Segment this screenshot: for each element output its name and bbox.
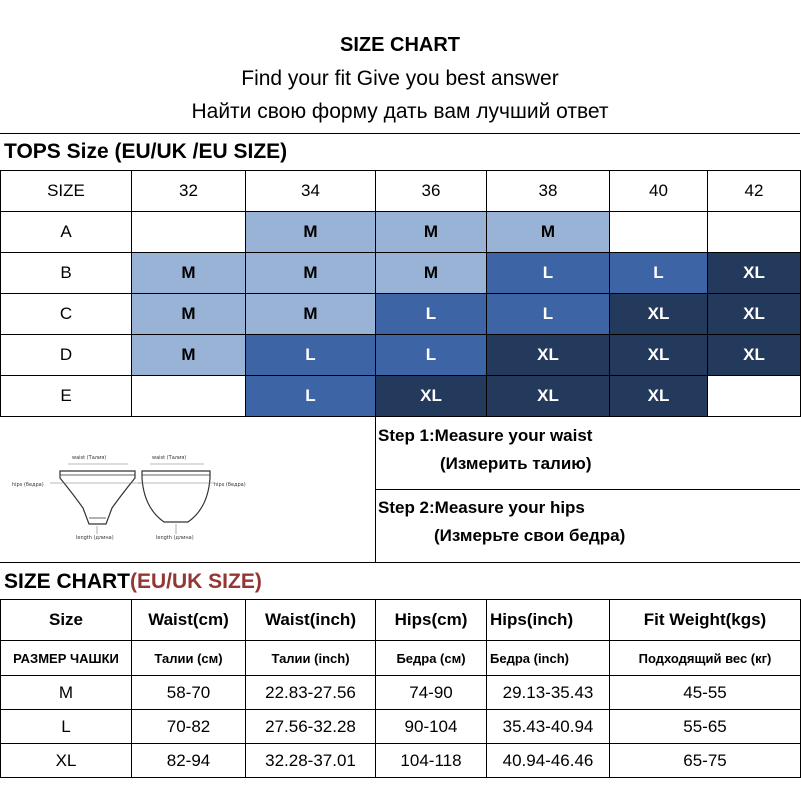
- tops-size-cell: M: [246, 212, 376, 253]
- tops-size-cell: XL: [708, 294, 801, 335]
- tops-size-cell: XL: [708, 335, 801, 376]
- table-cell: M: [1, 676, 132, 710]
- table-cell: 74-90: [376, 676, 487, 710]
- table-cell: XL: [1, 744, 132, 778]
- tops-row-a: [1, 212, 801, 253]
- tops-row-b: [1, 253, 801, 294]
- table-cell: 32.28-37.01: [246, 744, 376, 778]
- size-chart-subheader-row: [1, 641, 801, 676]
- tops-size-cell: L: [376, 335, 487, 376]
- table-row: [1, 676, 801, 710]
- tops-title: TOPS Size (EU/UK /EU SIZE): [4, 140, 288, 163]
- tops-corner-cell: SIZE: [1, 171, 132, 212]
- tops-size-cell: [708, 376, 801, 417]
- step1-title: Step 1:Measure your waist: [378, 426, 593, 445]
- tops-size-cell: M: [132, 294, 246, 335]
- column-subheader: Бедра (см): [376, 641, 487, 676]
- tops-header-row: [1, 171, 801, 212]
- length-label-front: length (длина): [76, 535, 114, 541]
- step-divider: [376, 489, 800, 490]
- subtitle-ru: Найти свою форму дать вам лучший ответ: [191, 100, 609, 123]
- tops-size-cell: XL: [610, 335, 708, 376]
- column-header: Waist(inch): [246, 600, 376, 641]
- column-header: Hips(cm): [376, 600, 487, 641]
- column-subheader: Талии (см): [132, 641, 246, 676]
- table-cell: 58-70: [132, 676, 246, 710]
- tops-size-cell: M: [246, 253, 376, 294]
- tops-size-cell: XL: [708, 253, 801, 294]
- tops-size-cell: XL: [610, 376, 708, 417]
- tops-size-cell: L: [487, 253, 610, 294]
- column-header: Size: [1, 600, 132, 641]
- tops-size-cell: M: [132, 253, 246, 294]
- tops-row-c: [1, 294, 801, 335]
- tops-size-cell: L: [246, 376, 376, 417]
- tops-col-header: 40: [610, 171, 708, 212]
- hips-label-front: hips (бедра): [12, 482, 44, 488]
- front-brief-icon: [50, 464, 145, 534]
- table-cell: 104-118: [376, 744, 487, 778]
- table-cell: 22.83-27.56: [246, 676, 376, 710]
- table-cell: 70-82: [132, 710, 246, 744]
- tops-row-label: A: [1, 212, 132, 253]
- tops-size-cell: [708, 212, 801, 253]
- size-chart-table: [0, 599, 801, 778]
- table-row: [1, 744, 801, 778]
- table-row: [1, 710, 801, 744]
- column-header: Waist(cm): [132, 600, 246, 641]
- tops-size-cell: L: [246, 335, 376, 376]
- measurement-section: [0, 416, 800, 563]
- size-chart-title-eu: (EU/UK SIZE): [130, 570, 262, 593]
- panty-diagram: [10, 446, 246, 541]
- table-cell: 82-94: [132, 744, 246, 778]
- tops-col-header: 32: [132, 171, 246, 212]
- tops-row-label: B: [1, 253, 132, 294]
- tops-row-label: E: [1, 376, 132, 417]
- column-header: Hips(inch): [487, 600, 610, 641]
- tops-col-header: 36: [376, 171, 487, 212]
- tops-row-d: [1, 335, 801, 376]
- step2-ru: (Измерьте свои бедра): [434, 526, 626, 545]
- column-subheader: Подходящий вес (кг): [610, 641, 801, 676]
- tops-size-cell: XL: [487, 376, 610, 417]
- tops-col-header: 42: [708, 171, 801, 212]
- table-cell: 45-55: [610, 676, 801, 710]
- column-subheader: РАЗМЕР ЧАШКИ: [1, 641, 132, 676]
- size-chart-title: [0, 570, 800, 594]
- tops-size-cell: [132, 376, 246, 417]
- back-brief-icon: [138, 464, 214, 534]
- tops-size-cell: M: [487, 212, 610, 253]
- subtitle-en: Find your fit Give you best answer: [241, 67, 559, 90]
- table-cell: 27.56-32.28: [246, 710, 376, 744]
- table-cell: 40.94-46.46: [487, 744, 610, 778]
- tops-size-cell: M: [246, 294, 376, 335]
- tops-size-cell: XL: [376, 376, 487, 417]
- tops-col-header: 34: [246, 171, 376, 212]
- tops-size-cell: M: [132, 335, 246, 376]
- table-cell: 90-104: [376, 710, 487, 744]
- tops-size-cell: L: [610, 253, 708, 294]
- size-chart-header-row: [1, 600, 801, 641]
- tops-size-cell: [132, 212, 246, 253]
- table-cell: L: [1, 710, 132, 744]
- page-title: SIZE CHART: [340, 34, 460, 56]
- column-subheader: Бедра (inch): [487, 641, 610, 676]
- header-section: [0, 0, 800, 134]
- column-header: Fit Weight(kgs): [610, 600, 801, 641]
- table-cell: 29.13-35.43: [487, 676, 610, 710]
- tops-size-cell: M: [376, 253, 487, 294]
- tops-row-label: D: [1, 335, 132, 376]
- tops-row-label: C: [1, 294, 132, 335]
- step1-ru: (Измерить талию): [440, 454, 592, 473]
- tops-size-cell: L: [487, 294, 610, 335]
- tops-col-header: 38: [487, 171, 610, 212]
- hips-label-back: hips (бедра): [214, 482, 246, 488]
- step2-title: Step 2:Measure your hips: [378, 498, 585, 517]
- length-label-back: length (длина): [156, 535, 194, 541]
- table-cell: 65-75: [610, 744, 801, 778]
- tops-size-cell: [610, 212, 708, 253]
- tops-size-cell: XL: [487, 335, 610, 376]
- tops-size-cell: M: [376, 212, 487, 253]
- tops-size-cell: XL: [610, 294, 708, 335]
- table-cell: 35.43-40.94: [487, 710, 610, 744]
- tops-size-table: [0, 170, 801, 417]
- waist-label-front: waist (Талия): [72, 455, 107, 461]
- tops-row-e: [1, 376, 801, 417]
- table-cell: 55-65: [610, 710, 801, 744]
- waist-label-back: waist (Талия): [152, 455, 187, 461]
- tops-size-cell: L: [376, 294, 487, 335]
- size-chart-title-main: SIZE CHART: [4, 570, 130, 593]
- column-subheader: Талии (inch): [246, 641, 376, 676]
